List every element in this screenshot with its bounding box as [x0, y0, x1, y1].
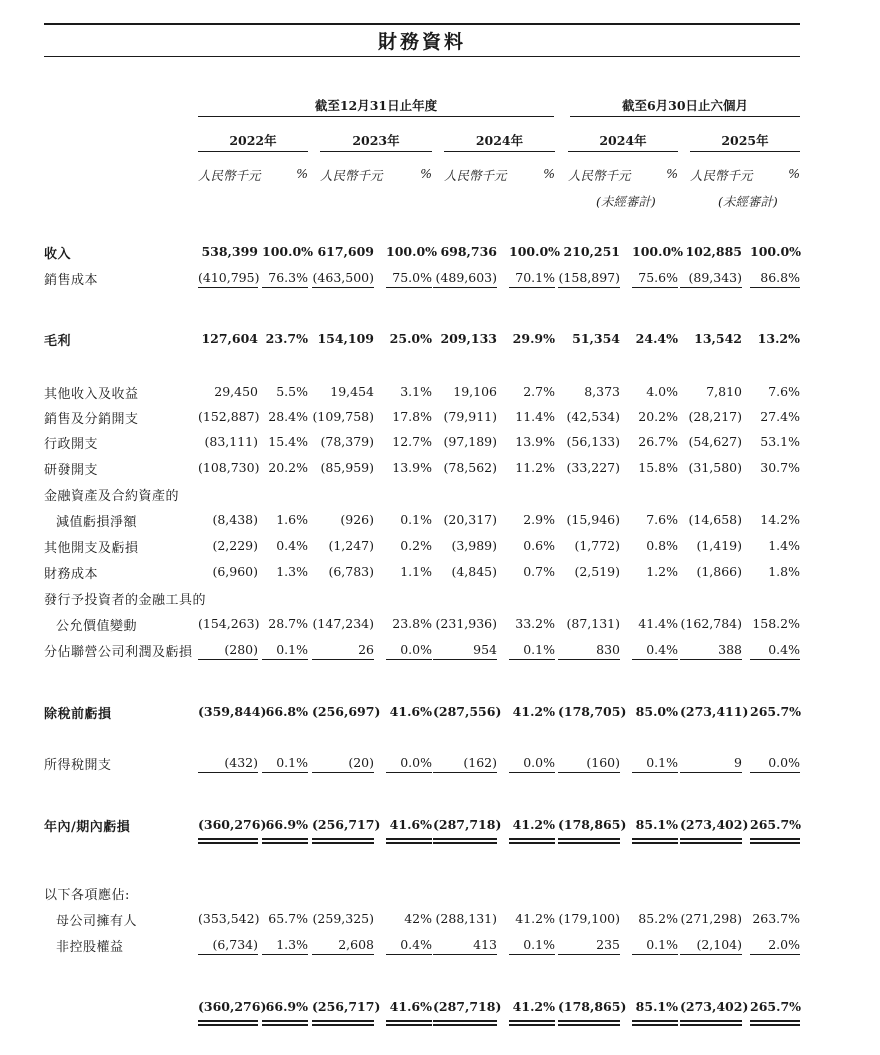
percent-cell: 85.1% [635, 999, 678, 1014]
percent-cell: 0.0% [386, 755, 432, 773]
percent-cell: 41.4% [638, 616, 678, 631]
percent-cell: 75.0% [386, 270, 432, 288]
percent-cell: 1.3% [262, 937, 308, 955]
percent-cell: 17.8% [392, 409, 432, 424]
amount-cell: (273,402) [680, 817, 749, 832]
amount-cell: (4,845) [451, 564, 497, 579]
amount-cell: (489,603) [433, 270, 497, 288]
amount-cell: (158,897) [558, 270, 620, 288]
amount-cell: (3,989) [451, 538, 497, 553]
percent-cell: 1.8% [768, 564, 800, 579]
amount-cell: (162) [433, 755, 497, 773]
double-underline [750, 1020, 800, 1026]
row-label: 財務成本 [44, 567, 99, 582]
double-underline [632, 838, 678, 844]
percent-cell: 33.2% [515, 616, 555, 631]
unit-pct-label: % [788, 166, 800, 181]
amount-cell: 209,133 [440, 331, 497, 346]
amount-cell: (42,534) [566, 409, 620, 424]
amount-cell: (78,379) [320, 434, 374, 449]
percent-cell: 0.1% [632, 937, 678, 955]
interim-period-header: 截至6月30日止六個月 [621, 98, 749, 113]
amount-cell: (1,866) [696, 564, 742, 579]
year-header-rule [320, 151, 432, 152]
amount-cell: (20,317) [443, 512, 497, 527]
amount-cell: (288,131) [435, 911, 497, 926]
percent-cell: 30.7% [760, 460, 800, 475]
amount-cell: 235 [558, 937, 620, 955]
row-label: 非控股權益 [56, 940, 124, 955]
amount-cell: 102,885 [685, 244, 742, 259]
amount-cell: 127,604 [201, 331, 258, 346]
year-header-rule [690, 151, 800, 152]
amount-cell: (463,500) [312, 270, 374, 288]
amount-cell: 29,450 [214, 384, 258, 399]
percent-cell: 0.4% [386, 937, 432, 955]
amount-cell: (287,718) [433, 999, 502, 1014]
amount-cell: (360,276) [198, 999, 267, 1014]
double-underline [262, 838, 308, 844]
percent-cell: 5.5% [276, 384, 308, 399]
percent-cell: 11.4% [515, 409, 555, 424]
year-header: 2024年 [475, 133, 524, 148]
double-underline [198, 838, 258, 844]
annual-period-rule [198, 116, 554, 117]
row-label: 收入 [44, 247, 72, 262]
percent-cell: 0.6% [523, 538, 555, 553]
amount-cell: (56,133) [566, 434, 620, 449]
percent-cell: 0.4% [632, 642, 678, 660]
amount-cell: (359,844) [198, 704, 267, 719]
percent-cell: 0.1% [400, 512, 432, 527]
percent-cell: 3.1% [400, 384, 432, 399]
percent-cell: 12.7% [392, 434, 432, 449]
amount-cell: (79,911) [443, 409, 497, 424]
amount-cell: 26 [312, 642, 374, 660]
amount-cell: (273,402) [680, 999, 749, 1014]
year-header-rule [198, 151, 308, 152]
amount-cell: (287,556) [433, 704, 502, 719]
percent-cell: 86.8% [750, 270, 800, 288]
amount-cell: (179,100) [558, 911, 620, 926]
percent-cell: 20.2% [268, 460, 308, 475]
percent-cell: 75.6% [632, 270, 678, 288]
amount-cell: (256,717) [312, 999, 381, 1014]
amount-cell: (85,959) [320, 460, 374, 475]
percent-cell: 1.1% [400, 564, 432, 579]
amount-cell: (83,111) [204, 434, 258, 449]
amount-cell: (432) [198, 755, 258, 773]
amount-cell: 413 [433, 937, 497, 955]
amount-cell: 9 [680, 755, 742, 773]
amount-cell: (2,519) [574, 564, 620, 579]
double-underline [262, 1020, 308, 1026]
amount-cell: 154,109 [317, 331, 374, 346]
year-header: 2025年 [721, 133, 769, 148]
percent-cell: 85.2% [638, 911, 678, 926]
percent-cell: 23.8% [392, 616, 432, 631]
row-label: 金融資產及合約資產的 [44, 489, 180, 504]
double-underline [312, 838, 374, 844]
percent-cell: 100.0% [262, 244, 314, 259]
unit-pct-label: % [543, 166, 555, 181]
percent-cell: 29.9% [512, 331, 555, 346]
percent-cell: 27.4% [760, 409, 800, 424]
row-label: 其他開支及虧損 [44, 541, 139, 556]
amount-cell: (259,325) [312, 911, 374, 926]
title-top-rule [44, 23, 800, 25]
percent-cell: 0.7% [523, 564, 555, 579]
amount-cell: (8,438) [212, 512, 258, 527]
amount-cell: (89,343) [680, 270, 742, 288]
percent-cell: 41.2% [515, 911, 555, 926]
percent-cell: 66.9% [265, 817, 308, 832]
amount-cell: (353,542) [198, 911, 260, 926]
double-underline [433, 838, 497, 844]
amount-cell: (6,960) [212, 564, 258, 579]
row-label: 銷售成本 [44, 273, 99, 288]
percent-cell: 263.7% [752, 911, 800, 926]
row-label: 研發開支 [44, 463, 99, 478]
percent-cell: 14.2% [760, 512, 800, 527]
double-underline [312, 1020, 374, 1026]
unit-rmb-label: 人民幣千元 [568, 168, 631, 183]
percent-cell: 0.1% [509, 642, 555, 660]
percent-cell: 7.6% [768, 384, 800, 399]
percent-cell: 41.2% [512, 817, 555, 832]
amount-cell: (87,131) [566, 616, 620, 631]
page-title: 財務資料 [377, 31, 466, 53]
unit-rmb-label: 人民幣千元 [320, 168, 383, 183]
percent-cell: 0.1% [509, 937, 555, 955]
year-header-rule [568, 151, 678, 152]
row-label: 年內/期內虧損 [44, 820, 131, 835]
unit-pct-label: % [296, 166, 308, 181]
amount-cell: (154,263) [198, 616, 260, 631]
percent-cell: 41.2% [512, 999, 555, 1014]
amount-cell: (6,734) [198, 937, 258, 955]
percent-cell: 85.1% [635, 817, 678, 832]
row-label: 除稅前虧損 [44, 707, 112, 722]
double-underline [680, 838, 742, 844]
percent-cell: 100.0% [386, 244, 438, 259]
percent-cell: 65.7% [268, 911, 308, 926]
double-underline [680, 1020, 742, 1026]
amount-cell: (256,717) [312, 817, 381, 832]
percent-cell: 26.7% [638, 434, 678, 449]
annual-period-header: 截至12月31日止年度 [314, 98, 438, 113]
amount-cell: 538,399 [201, 244, 258, 259]
percent-cell: 158.2% [752, 616, 800, 631]
percent-cell: 1.3% [276, 564, 308, 579]
year-header: 2022年 [229, 133, 277, 148]
amount-cell: (31,580) [688, 460, 742, 475]
amount-cell: 19,454 [330, 384, 374, 399]
percent-cell: 265.7% [750, 704, 802, 719]
row-label: 以下各項應佔: [44, 888, 130, 903]
percent-cell: 0.1% [262, 755, 308, 773]
double-underline [509, 1020, 555, 1026]
amount-cell: (360,276) [198, 817, 267, 832]
amount-cell: (97,189) [443, 434, 497, 449]
percent-cell: 42% [404, 911, 432, 926]
percent-cell: 24.4% [635, 331, 678, 346]
amount-cell: (54,627) [688, 434, 742, 449]
percent-cell: 13.9% [392, 460, 432, 475]
amount-cell: 2,608 [312, 937, 374, 955]
amount-cell: (271,298) [680, 911, 742, 926]
amount-cell: 210,251 [563, 244, 620, 259]
percent-cell: 0.0% [509, 755, 555, 773]
amount-cell: (273,411) [680, 704, 749, 719]
amount-cell: 388 [680, 642, 742, 660]
row-label: 公允價值變動 [56, 619, 138, 634]
unit-rmb-label: 人民幣千元 [690, 168, 753, 183]
percent-cell: 66.9% [265, 999, 308, 1014]
percent-cell: 7.6% [646, 512, 678, 527]
amount-cell: 698,736 [440, 244, 497, 259]
double-underline [386, 1020, 432, 1026]
percent-cell: 41.6% [389, 999, 432, 1014]
percent-cell: 100.0% [632, 244, 684, 259]
amount-cell: (178,865) [558, 999, 627, 1014]
amount-cell: (109,758) [312, 409, 374, 424]
amount-cell: (33,227) [566, 460, 620, 475]
double-underline [433, 1020, 497, 1026]
percent-cell: 66.8% [265, 704, 308, 719]
year-header: 2023年 [352, 133, 400, 148]
amount-cell: 13,542 [694, 331, 742, 346]
unit-rmb-label: 人民幣千元 [444, 168, 507, 183]
percent-cell: 28.7% [268, 616, 308, 631]
percent-cell: 1.6% [276, 512, 308, 527]
row-label: 母公司擁有人 [56, 914, 138, 929]
percent-cell: 265.7% [750, 999, 802, 1014]
percent-cell: 15.8% [638, 460, 678, 475]
percent-cell: 0.4% [750, 642, 800, 660]
percent-cell: 13.2% [757, 331, 800, 346]
row-label: 減值虧損淨額 [56, 515, 138, 530]
row-label: 銷售及分銷開支 [44, 412, 139, 427]
percent-cell: 23.7% [265, 331, 308, 346]
title-bottom-rule [44, 56, 800, 57]
double-underline [386, 838, 432, 844]
percent-cell: 2.7% [523, 384, 555, 399]
amount-cell: (231,936) [435, 616, 497, 631]
amount-cell: (1,247) [328, 538, 374, 553]
percent-cell: 41.2% [512, 704, 555, 719]
amount-cell: (2,229) [212, 538, 258, 553]
percent-cell: 2.0% [750, 937, 800, 955]
amount-cell: (108,730) [198, 460, 260, 475]
percent-cell: 20.2% [638, 409, 678, 424]
amount-cell: (287,718) [433, 817, 502, 832]
amount-cell: (410,795) [198, 270, 258, 288]
percent-cell: 85.0% [635, 704, 678, 719]
row-label: 其他收入及收益 [44, 387, 139, 402]
amount-cell: (926) [340, 512, 374, 527]
percent-cell: 1.2% [646, 564, 678, 579]
year-header-rule [444, 151, 555, 152]
amount-cell: (256,697) [312, 704, 381, 719]
year-header: 2024年 [599, 133, 647, 148]
row-label: 行政開支 [44, 437, 99, 452]
percent-cell: 70.1% [509, 270, 555, 288]
amount-cell: 7,810 [706, 384, 742, 399]
amount-cell: (14,658) [688, 512, 742, 527]
interim-period-rule [570, 116, 800, 117]
percent-cell: 15.4% [268, 434, 308, 449]
amount-cell: (152,887) [198, 409, 260, 424]
amount-cell: (15,946) [566, 512, 620, 527]
percent-cell: 25.0% [389, 331, 432, 346]
amount-cell: 617,609 [317, 244, 374, 259]
percent-cell: 41.6% [389, 704, 432, 719]
amount-cell: (178,705) [558, 704, 627, 719]
percent-cell: 2.9% [523, 512, 555, 527]
unit-pct-label: % [666, 166, 678, 181]
percent-cell: 0.8% [646, 538, 678, 553]
amount-cell: 19,106 [453, 384, 497, 399]
double-underline [509, 838, 555, 844]
amount-cell: (160) [558, 755, 620, 773]
amount-cell: (1,772) [574, 538, 620, 553]
percent-cell: 100.0% [509, 244, 561, 259]
percent-cell: 11.2% [515, 460, 555, 475]
percent-cell: 4.0% [646, 384, 678, 399]
double-underline [558, 838, 620, 844]
percent-cell: 53.1% [760, 434, 800, 449]
double-underline [632, 1020, 678, 1026]
percent-cell: 0.1% [262, 642, 308, 660]
amount-cell: (178,865) [558, 817, 627, 832]
percent-cell: 41.6% [389, 817, 432, 832]
double-underline [198, 1020, 258, 1026]
amount-cell: (78,562) [443, 460, 497, 475]
percent-cell: 0.4% [276, 538, 308, 553]
amount-cell: (1,419) [696, 538, 742, 553]
row-label: 所得稅開支 [44, 758, 112, 773]
double-underline [558, 1020, 620, 1026]
percent-cell: 0.2% [400, 538, 432, 553]
percent-cell: 1.4% [768, 538, 800, 553]
amount-cell: (147,234) [312, 616, 374, 631]
unit-pct-label: % [420, 166, 432, 181]
percent-cell: 28.4% [268, 409, 308, 424]
unaudited-label: (未經審計) [718, 194, 778, 209]
amount-cell: (162,784) [680, 616, 742, 631]
percent-cell: 100.0% [750, 244, 802, 259]
percent-cell: 0.1% [632, 755, 678, 773]
unaudited-label: (未經審計) [596, 194, 656, 209]
amount-cell: (2,104) [680, 937, 742, 955]
row-label: 分佔聯營公司利潤及虧損 [44, 645, 193, 660]
amount-cell: (20) [312, 755, 374, 773]
percent-cell: 76.3% [262, 270, 308, 288]
percent-cell: 0.0% [750, 755, 800, 773]
percent-cell: 265.7% [750, 817, 802, 832]
amount-cell: (280) [198, 642, 258, 660]
amount-cell: (28,217) [688, 409, 742, 424]
amount-cell: 954 [433, 642, 497, 660]
double-underline [750, 838, 800, 844]
unit-rmb-label: 人民幣千元 [198, 168, 261, 183]
row-label: 毛利 [44, 334, 72, 349]
amount-cell: 8,373 [584, 384, 620, 399]
percent-cell: 0.0% [386, 642, 432, 660]
amount-cell: 830 [558, 642, 620, 660]
row-label: 發行予投資者的金融工具的 [44, 593, 207, 608]
percent-cell: 13.9% [515, 434, 555, 449]
amount-cell: (6,783) [328, 564, 374, 579]
amount-cell: 51,354 [572, 331, 620, 346]
